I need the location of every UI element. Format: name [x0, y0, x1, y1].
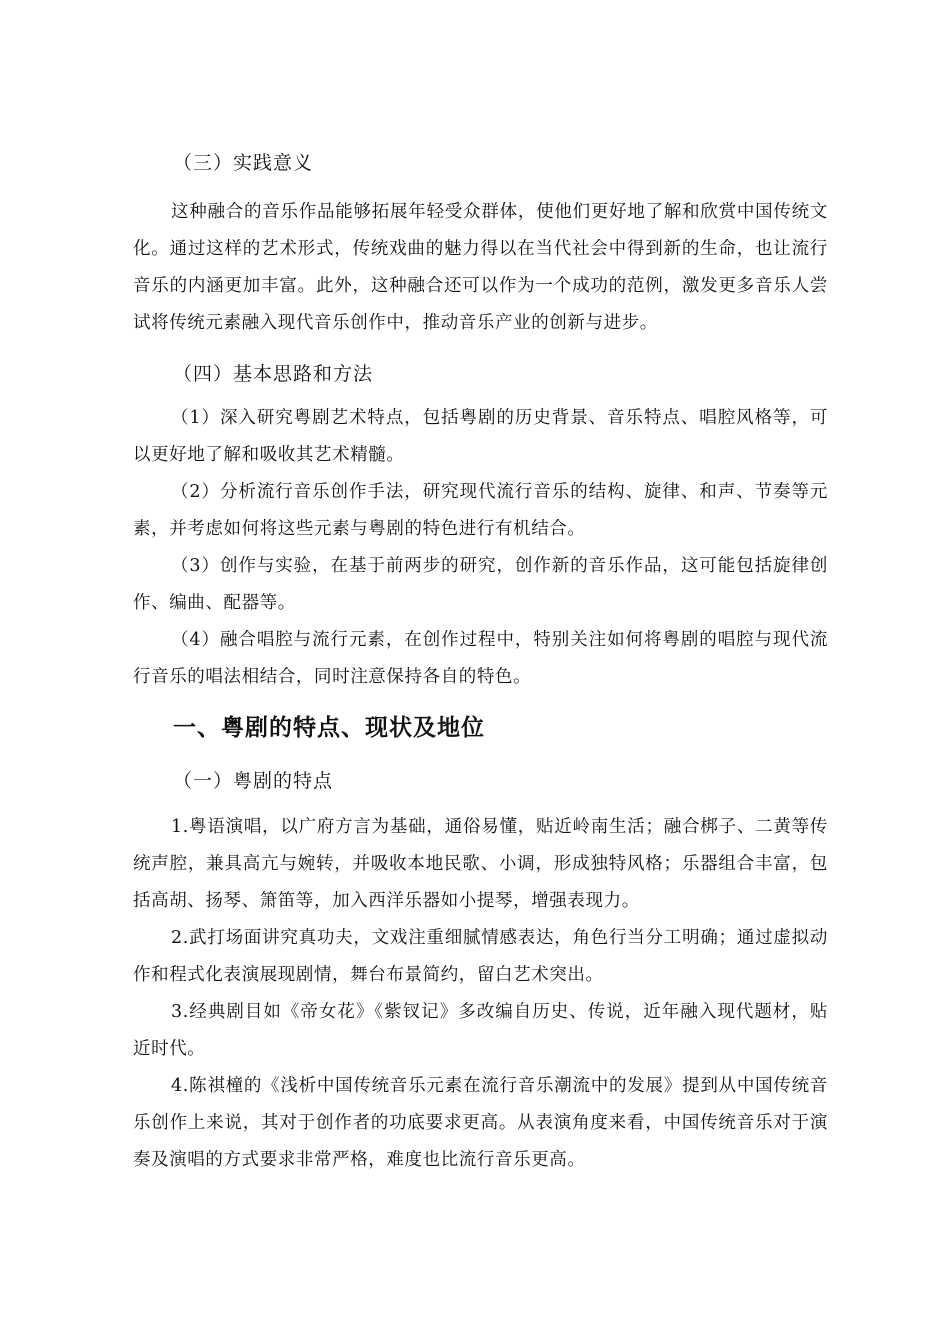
method-item: （3）创作与实验，在基于前两步的研究，创作新的音乐作品，这可能包括旋律创作、编曲、配器等。: [133, 556, 828, 613]
spacer: [133, 392, 828, 400]
paragraph-practice: 这种融合的音乐作品能够拓展年轻受众群体，使他们更好地了解和欣赏中国传统文化。通过这样的艺术形式，传统戏曲的魅力得以在当代社会中得到新的生命，也让流行音乐的内涵更加丰富。此外，这种融合还可以作为一个成功的范例，激发更多音乐人尝试将传统元素融入现代音乐创作中，推动音乐产业的创新与进步。: [133, 202, 828, 333]
spacer: [133, 748, 828, 763]
chapter-heading: 一、粤剧的特点、现状及地位: [173, 715, 485, 741]
method-item: （1）深入研究粤剧艺术特点，包括粤剧的历史背景、音乐特点、唱腔风格等，可以更好地了解和吸收其艺术精髓。: [133, 408, 828, 465]
section-heading-features: （一）粤剧的特点: [173, 770, 334, 792]
spacer: [133, 342, 828, 356]
page-content: [133, 145, 828, 1179]
section-heading-method: （四）基本思路和方法: [173, 363, 374, 385]
feature-item: 4.陈祺橦的《浅析中国传统音乐元素在流行音乐潮流中的发展》提到从中国传统音乐创作上来说，其对于创作者的功底要求更高。从表演角度来看，中国传统音乐对于演奏及演唱的方式要求非常严格，难度也比流行音乐更高。: [133, 1076, 828, 1170]
method-item: （4）融合唱腔与流行元素，在创作过程中，特别关注如何将粤剧的唱腔与现代流行音乐的唱法相结合，同时注意保持各自的特色。: [133, 630, 828, 687]
spacer: [133, 181, 828, 194]
feature-item: 2.武打场面讲究真功夫，文戏注重细腻情感表达，角色行当分工明确；通过虚拟动作和程式化表演展现剧情，舞台布景简约，留白艺术突出。: [133, 928, 828, 985]
feature-item: 3.经典剧目如《帝女花》《紫钗记》多改编自历史、传说，近年融入现代题材，贴近时代。: [133, 1002, 828, 1059]
spacer: [133, 696, 828, 708]
section-heading-practice: （三）实践意义: [173, 152, 314, 174]
feature-item: 1.粤语演唱，以广府方言为基础，通俗易懂，贴近岭南生活；融合梆子、二黄等传统声腔，兼具高亢与婉转，并吸收本地民歌、小调，形成独特风格；乐器组合丰富，包括高胡、扬琴、箫笛等，加入西洋乐器如小提琴，增强表现力。: [133, 817, 828, 911]
spacer: [133, 799, 828, 809]
method-item: （2）分析流行音乐创作手法，研究现代流行音乐的结构、旋律、和声、节奏等元素，并考虑如何将这些元素与粤剧的特色进行有机结合。: [133, 482, 828, 539]
